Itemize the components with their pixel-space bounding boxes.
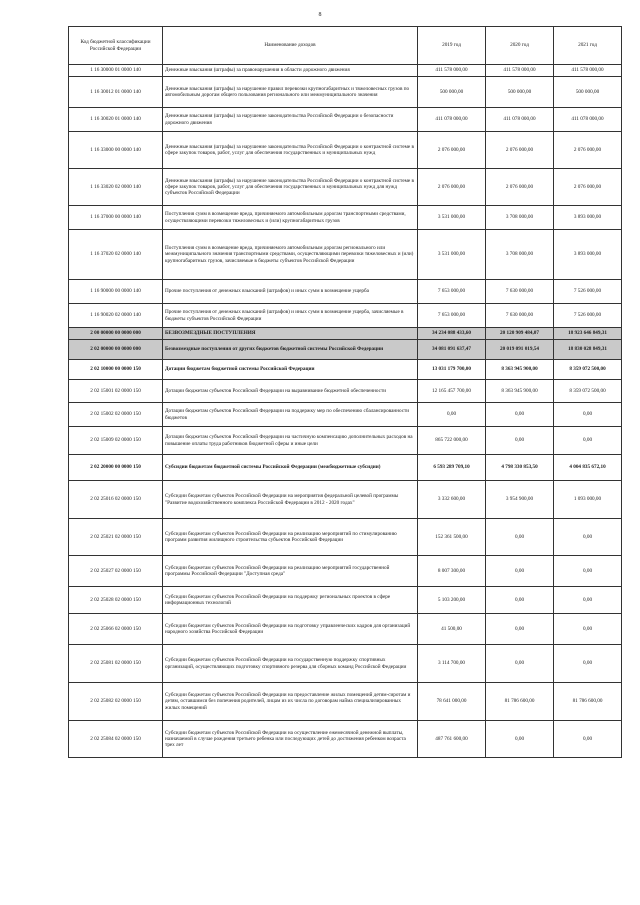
cell-name: Субсидии бюджетам субъектов Российской Федерации на государственную поддержку спортивных организаций, осуществляющих подготовку спортивного резерва для сборных команд Российской Федерации: [163, 645, 418, 683]
cell-2021: 8 359 072 500,00: [554, 360, 622, 380]
cell-2019: 411 078 000,00: [418, 108, 486, 132]
cell-2019: 7 653 000,00: [418, 304, 486, 328]
cell-2020: 411 078 000,00: [486, 108, 554, 132]
table-row: [69, 340, 622, 360]
cell-2021: 0,00: [554, 721, 622, 758]
cell-2019: 34 234 088 433,60: [418, 328, 486, 340]
cell-code: 2 02 15009 02 0000 150: [69, 427, 163, 455]
table-body: [69, 65, 622, 758]
page-number: 8: [318, 12, 322, 18]
cell-2020: 20 019 091 019,54: [486, 340, 554, 360]
cell-2021: 0,00: [554, 587, 622, 614]
cell-2019: 3 332 600,00: [418, 481, 486, 519]
header-2020: 2020 год: [486, 27, 554, 65]
cell-code: 2 02 15002 02 0000 150: [69, 403, 163, 427]
table-row: [69, 587, 622, 614]
cell-name: Денежные взыскания (штрафы) за нарушение законодательства Российской Федерации о контрактной системе в сфере закупок товаров, работ, услуг для обеспечения государственных и муниципальных нужд для нужд субъектов Российской Федерации: [163, 169, 418, 206]
table-row: [69, 427, 622, 455]
cell-code: 2 02 25082 02 0000 150: [69, 683, 163, 721]
table-row: [69, 519, 622, 556]
cell-2020: 0,00: [486, 645, 554, 683]
table-row: [69, 328, 622, 340]
cell-2019: 487 761 600,00: [418, 721, 486, 758]
cell-code: 1 16 37000 00 0000 140: [69, 206, 163, 230]
cell-code: 2 02 25021 02 0000 150: [69, 519, 163, 556]
cell-2020: 3 708 000,00: [486, 230, 554, 280]
cell-name: Дотации бюджетам субъектов Российской Федерации на выравнивание бюджетной обеспеченности: [163, 380, 418, 403]
cell-2020: 20 120 909 484,07: [486, 328, 554, 340]
cell-2019: 3 531 000,00: [418, 230, 486, 280]
cell-name: Субсидии бюджетам субъектов Российской Федерации на реализацию мероприятий государственной программы Российской Федерации "Доступная среда": [163, 556, 418, 587]
cell-2019: 34 081 091 637,47: [418, 340, 486, 360]
cell-2021: 1 093 000,00: [554, 481, 622, 519]
cell-name: Субсидии бюджетам субъектов Российской Федерации на поддержку региональных проектов в сфере информационных технологий: [163, 587, 418, 614]
cell-code: 2 02 15001 02 0000 150: [69, 380, 163, 403]
cell-code: 2 02 25027 02 0000 150: [69, 556, 163, 587]
cell-name: Дотации бюджетам субъектов Российской Федерации на поддержку мер по обеспечению сбалансированности бюджетов: [163, 403, 418, 427]
cell-2021: 0,00: [554, 403, 622, 427]
cell-2019: 3 531 000,00: [418, 206, 486, 230]
cell-2021: 2 076 000,00: [554, 132, 622, 169]
table-row: [69, 455, 622, 481]
table-row: [69, 65, 622, 77]
cell-code: 1 16 33000 00 0000 140: [69, 132, 163, 169]
cell-name: Поступления сумм в возмещение вреда, причиняемого автомобильным дорогам транспортными средствами, осуществляющими перевозки тяжеловесных и (или) крупногабаритных грузов: [163, 206, 418, 230]
cell-2021: 3 893 000,00: [554, 206, 622, 230]
cell-2020: 3 708 000,00: [486, 206, 554, 230]
cell-2021: 18 830 028 849,31: [554, 340, 622, 360]
cell-2020: 81 786 600,00: [486, 683, 554, 721]
cell-2021: 0,00: [554, 645, 622, 683]
table-row: [69, 403, 622, 427]
cell-name: Субсидии бюджетам субъектов Российской Федерации на мероприятия федеральной целевой программы "Развитие водохозяйственного комплекса Российской Федерации в 2012 - 2020 годах": [163, 481, 418, 519]
table-row: [69, 206, 622, 230]
cell-2020: 0,00: [486, 427, 554, 455]
cell-2019: 6 593 289 709,10: [418, 455, 486, 481]
cell-name: Дотации бюджетам бюджетной системы Российской Федерации: [163, 360, 418, 380]
cell-name: Прочие поступления от денежных взысканий (штрафов) и иных сумм в возмещение ущерба, зачисляемые в бюджеты субъектов Российской Федерации: [163, 304, 418, 328]
cell-code: 1 16 90000 00 0000 140: [69, 280, 163, 304]
cell-2021: 0,00: [554, 519, 622, 556]
cell-2020: 3 954 900,00: [486, 481, 554, 519]
header-name: Наименование доходов: [163, 27, 418, 65]
table-row: [69, 108, 622, 132]
cell-name: Субсидии бюджетам субъектов Российской Федерации на предоставление жилых помещений детям-сиротам и детям, оставшимся без попечения родителей, лицам из их числа по договорам найма специализированных жилых помещений: [163, 683, 418, 721]
cell-2020: 0,00: [486, 614, 554, 645]
cell-2020: 0,00: [486, 587, 554, 614]
cell-2019: 500 000,00: [418, 77, 486, 108]
cell-2021: 4 004 835 672,10: [554, 455, 622, 481]
cell-2020: 411 578 000,00: [486, 65, 554, 77]
table-header-row: [69, 27, 622, 65]
cell-code: 2 02 00000 00 0000 000: [69, 340, 163, 360]
cell-2019: 865 722 000,00: [418, 427, 486, 455]
table-row: [69, 230, 622, 280]
cell-2020: 0,00: [486, 403, 554, 427]
cell-2020: 500 000,00: [486, 77, 554, 108]
cell-name: Денежные взыскания (штрафы) за нарушение законодательства Российской Федерации о безопасности дорожного движения: [163, 108, 418, 132]
revenue-table: [68, 26, 622, 758]
cell-name: БЕЗВОЗМЕЗДНЫЕ ПОСТУПЛЕНИЯ: [163, 328, 418, 340]
cell-2021: 500 000,00: [554, 77, 622, 108]
cell-2020: 2 076 000,00: [486, 169, 554, 206]
header-code: Код бюджетной классификации Российской Федерации: [69, 27, 163, 65]
cell-2020: 7 630 000,00: [486, 280, 554, 304]
cell-code: 1 16 30012 01 0000 140: [69, 77, 163, 108]
cell-2019: 5 103 200,00: [418, 587, 486, 614]
table-row: [69, 721, 622, 758]
cell-name: Денежные взыскания (штрафы) за правонарушения в области дорожного движения: [163, 65, 418, 77]
cell-code: 1 16 90020 02 0000 140: [69, 304, 163, 328]
cell-2020: 2 076 000,00: [486, 132, 554, 169]
table-row: [69, 645, 622, 683]
table-row: [69, 304, 622, 328]
cell-name: Денежные взыскания (штрафы) за нарушение законодательства Российской Федерации о контрактной системе в сфере закупок товаров, работ, услуг для обеспечения государственных и муниципальных нужд: [163, 132, 418, 169]
header-2021: 2021 год: [554, 27, 622, 65]
cell-2019: 13 031 179 700,00: [418, 360, 486, 380]
cell-name: Субсидии бюджетам субъектов Российской Федерации на осуществление ежемесячной денежной выплаты, назначаемой в случае рождения третьего ребенка или последующих детей до достижения ребенком возраста трех лет: [163, 721, 418, 758]
cell-2021: 411 078 000,00: [554, 108, 622, 132]
cell-2021: 0,00: [554, 614, 622, 645]
cell-2019: 3 114 700,00: [418, 645, 486, 683]
cell-code: 2 02 25066 02 0000 150: [69, 614, 163, 645]
cell-2019: 78 641 000,00: [418, 683, 486, 721]
cell-2020: 0,00: [486, 721, 554, 758]
table-row: [69, 683, 622, 721]
cell-name: Субсидии бюджетам бюджетной системы Российской Федерации (межбюджетные субсидии): [163, 455, 418, 481]
cell-2020: 4 798 330 853,50: [486, 455, 554, 481]
cell-name: Безвозмездные поступления от других бюджетов бюджетной системы Российской Федерации: [163, 340, 418, 360]
cell-2021: 7 526 000,00: [554, 304, 622, 328]
table-row: [69, 481, 622, 519]
table-row: [69, 360, 622, 380]
cell-2019: 2 076 000,00: [418, 132, 486, 169]
cell-2021: 7 526 000,00: [554, 280, 622, 304]
cell-name: Денежные взыскания (штрафы) за нарушение правил перевозки крупногабаритных и тяжеловесных грузов по автомобильным дорогам общего пользования регионального или межмуниципального значения: [163, 77, 418, 108]
cell-2019: 2 076 000,00: [418, 169, 486, 206]
cell-code: 1 16 33020 02 0000 140: [69, 169, 163, 206]
cell-name: Прочие поступления от денежных взысканий (штрафов) и иных сумм в возмещение ущерба: [163, 280, 418, 304]
cell-code: 1 16 37020 02 0000 140: [69, 230, 163, 280]
table-row: [69, 169, 622, 206]
table-row: [69, 280, 622, 304]
cell-name: Поступления сумм в возмещение вреда, причиняемого автомобильным дорогам регионального или межмуниципального значения транспортными средствами, осуществляющими перевозки тяжеловесных и (или) крупногабаритных грузов, зачисляемые в бюджеты субъектов Российской Федерации: [163, 230, 418, 280]
cell-code: 2 00 00000 00 0000 000: [69, 328, 163, 340]
cell-name: Дотации бюджетам субъектов Российской Федерации на частичную компенсацию дополнительных расходов на повышение оплаты труда работников бюджетной сферы и иные цели: [163, 427, 418, 455]
cell-2021: 81 786 600,00: [554, 683, 622, 721]
cell-code: 2 02 25084 02 0000 150: [69, 721, 163, 758]
cell-2021: 411 578 000,00: [554, 65, 622, 77]
table-row: [69, 614, 622, 645]
cell-code: 2 02 20000 00 0000 150: [69, 455, 163, 481]
cell-code: 2 02 25016 02 0000 150: [69, 481, 163, 519]
cell-2021: 3 893 000,00: [554, 230, 622, 280]
cell-2019: 12 165 457 700,00: [418, 380, 486, 403]
cell-2021: 0,00: [554, 427, 622, 455]
cell-2020: 8 363 945 900,00: [486, 360, 554, 380]
table-row: [69, 556, 622, 587]
cell-code: 2 02 25028 02 0000 150: [69, 587, 163, 614]
table-row: [69, 132, 622, 169]
cell-2019: 152 361 500,00: [418, 519, 486, 556]
cell-code: 2 02 10000 00 0000 150: [69, 360, 163, 380]
cell-2019: 411 578 000,00: [418, 65, 486, 77]
cell-2019: 7 653 000,00: [418, 280, 486, 304]
cell-code: 1 16 30000 01 0000 140: [69, 65, 163, 77]
table-row: [69, 77, 622, 108]
cell-2020: 7 630 000,00: [486, 304, 554, 328]
cell-2021: 18 923 646 849,31: [554, 328, 622, 340]
cell-2019: 0,00: [418, 403, 486, 427]
table-row: [69, 380, 622, 403]
cell-name: Субсидии бюджетам субъектов Российской Федерации на реализацию мероприятий по стимулированию программ развития жилищного строительства субъектов Российской Федерации: [163, 519, 418, 556]
cell-2020: 0,00: [486, 556, 554, 587]
cell-2019: 41 500,00: [418, 614, 486, 645]
cell-2019: 8 007 300,00: [418, 556, 486, 587]
cell-2021: 8 359 072 500,00: [554, 380, 622, 403]
cell-2021: 0,00: [554, 556, 622, 587]
cell-2020: 0,00: [486, 519, 554, 556]
cell-2020: 8 363 945 900,00: [486, 380, 554, 403]
cell-code: 1 16 30020 01 0000 140: [69, 108, 163, 132]
header-2019: 2019 год: [418, 27, 486, 65]
cell-2021: 2 076 000,00: [554, 169, 622, 206]
cell-code: 2 02 25081 02 0000 150: [69, 645, 163, 683]
cell-name: Субсидии бюджетам субъектов Российской Федерации на подготовку управленческих кадров для организаций народного хозяйства Российской Федерации: [163, 614, 418, 645]
